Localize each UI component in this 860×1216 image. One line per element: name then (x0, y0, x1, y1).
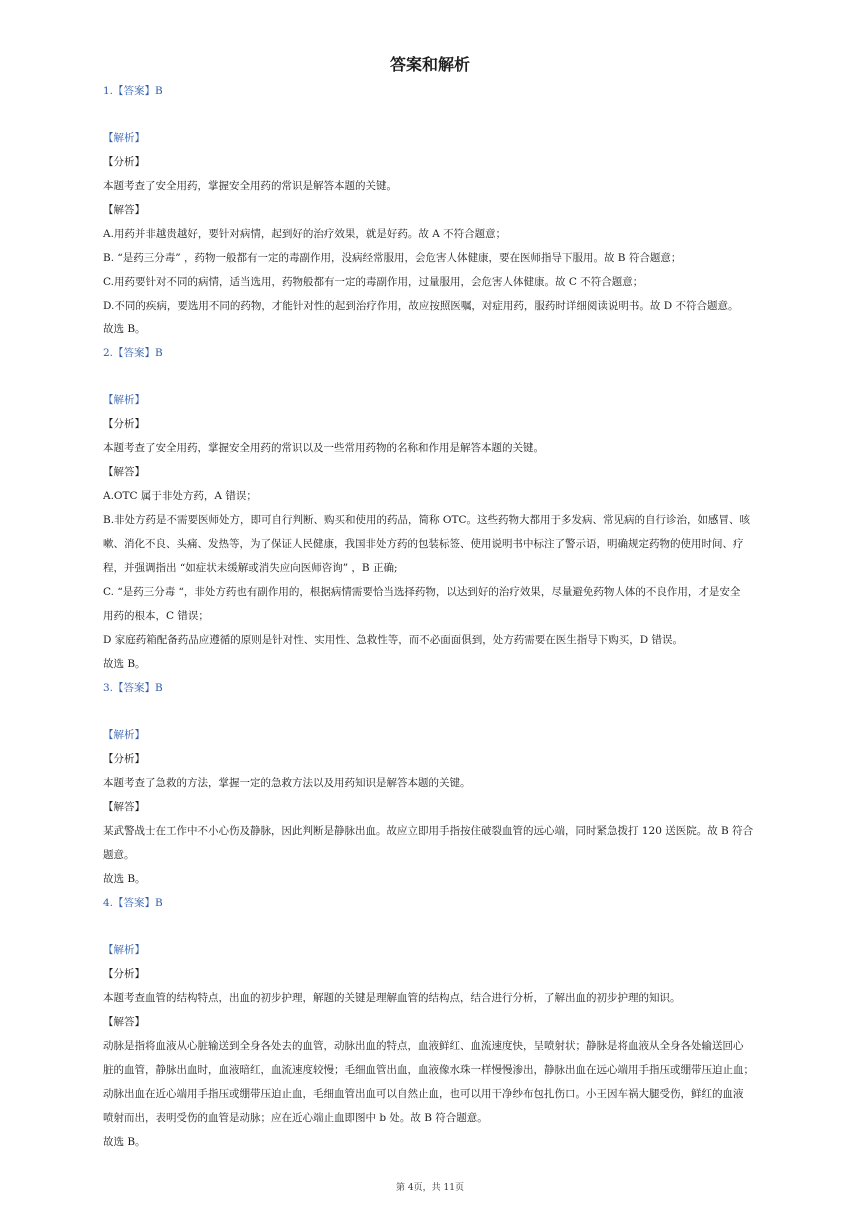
jieda-line: 程，并强调指出 “如症状未缓解或消失应向医师咨询” ，B 正确; (103, 562, 398, 574)
jieda-line: 某武警战士在工作中不小心伤及静脉，因此判断是静脉出血。故应立即用手指按住破裂血管的远心端，同时紧急拨打 120 送医院。故 B 符合 (103, 825, 754, 837)
jieda-line: 动脉是指将血液从心脏输送到全身各处去的血管，动脉出血的特点，血液鲜红、血流速度快，呈喷射状；静脉是将血液从全身各处输送回心 (103, 1040, 744, 1052)
fenxi-heading-q1: 【分析】 (103, 156, 145, 168)
jieda-line: A.OTC 属于非处方药，A 错误； (103, 490, 257, 502)
page-title: 答案和解析 (389, 55, 470, 74)
jieda-line: D 家庭药箱配备药品应遵循的原则是针对性、实用性、急救性等，而不必面面俱到，处方药需要在医生指导下购买，D 错误。 (103, 634, 684, 646)
jieda-line: B. “是药三分毒” ，药物一般都有一定的毒副作用，没病经常服用，会危害人体健康，要在医师指导下服用。故 B 符合题意； (103, 252, 682, 264)
jieda-line: C. “是药三分毒 “，非处方药也有副作用的，根据病情需要恰当选择药物，以达到好的治疗效果，尽量避免药物人体的不良作用，才是安全 (103, 586, 741, 598)
answer-line-q3: 3.【答案】B (103, 682, 163, 694)
fenxi-heading-q3: 【分析】 (103, 753, 145, 765)
fenxi-heading-q2: 【分析】 (103, 418, 145, 430)
answer-line-q1: 1.【答案】B (103, 85, 163, 97)
fenxi-text-q4: 本题考查血管的结构特点，出血的初步护理，解题的关键是理解血管的结构点，结合进行分析，了解出血的初步护理的知识。 (103, 992, 681, 1004)
jieda-line: B.非处方药是不需要医师处方，即可自行判断、购买和使用的药品，简称 OTC。这些药物大都用于多发病、常见病的自行诊治，如感冒、咳 (103, 514, 751, 526)
jieda-line: 题意。 (103, 849, 135, 861)
jieda-line: 嗽、消化不良、头痛、发热等，为了保证人民健康，我国非处方药的包装标签、使用说明书中标注了警示语，明确规定药物的使用时间、疗 (103, 538, 744, 550)
jieda-line: 动脉出血在近心端用手指压或绷带压迫止血，毛细血管出血可以自然止血，也可以用干净纱布包扎伤口。小王因车祸大腿受伤，鲜红的血液 (103, 1088, 744, 1100)
answer-line-q4: 4.【答案】B (103, 897, 163, 909)
fenxi-text-q1: 本题考查了安全用药，掌握安全用药的常识是解答本题的关键。 (103, 180, 397, 192)
jiexi-heading-q4: 【解析】 (103, 944, 145, 956)
jieda-heading-q2: 【解答】 (103, 466, 145, 478)
jieda-line: A.用药并非越贵越好，要针对病情，起到好的治疗效果，就是好药。故 A 不符合题意； (103, 228, 507, 240)
jieda-heading-q1: 【解答】 (103, 204, 145, 216)
jieda-line: 故选 B。 (103, 323, 146, 335)
jieda-line: 喷射而出，表明受伤的血管是动脉；应在近心端止血即图中 b 处。故 B 符合题意。 (103, 1112, 488, 1124)
fenxi-heading-q4: 【分析】 (103, 968, 145, 980)
jieda-heading-q3: 【解答】 (103, 801, 145, 813)
jieda-line: 脏的血管，静脉出血时，血液暗红，血流速度较慢；毛细血管出血，血液像水珠一样慢慢渗出，静脉出血在远心端用手指压或绷带压迫止血； (103, 1064, 754, 1076)
jieda-line: 故选 B。 (103, 1136, 146, 1148)
jieda-line: 故选 B。 (103, 658, 146, 670)
jieda-line: C.用药要针对不同的病情，适当选用，药物般都有一定的毒副作用，过量服用，会危害人体健康。故 C 不符合题意； (103, 276, 644, 288)
fenxi-text-q3: 本题考查了急救的方法，掌握一定的急救方法以及用药知识是解答本题的关键。 (103, 777, 471, 789)
fenxi-text-q2: 本题考查了安全用药，掌握安全用药的常识以及一些常用药物的名称和作用是解答本题的关键。 (103, 442, 544, 454)
jiexi-heading-q3: 【解析】 (103, 729, 145, 741)
jieda-line: 用药的根本，C 错误； (103, 610, 209, 622)
jiexi-heading-q1: 【解析】 (103, 132, 145, 144)
jieda-heading-q4: 【解答】 (103, 1016, 145, 1028)
jieda-line: 故选 B。 (103, 873, 146, 885)
jieda-line: D.不同的疾病，要选用不同的药物，才能针对性的起到治疗作用，故应按照医嘱，对症用药，服药时详细阅读说明书。故 D 不符合题意。 (103, 300, 739, 312)
page-footer: 第 4页，共 11页 (396, 1183, 464, 1193)
answer-line-q2: 2.【答案】B (103, 347, 163, 359)
jiexi-heading-q2: 【解析】 (103, 394, 145, 406)
